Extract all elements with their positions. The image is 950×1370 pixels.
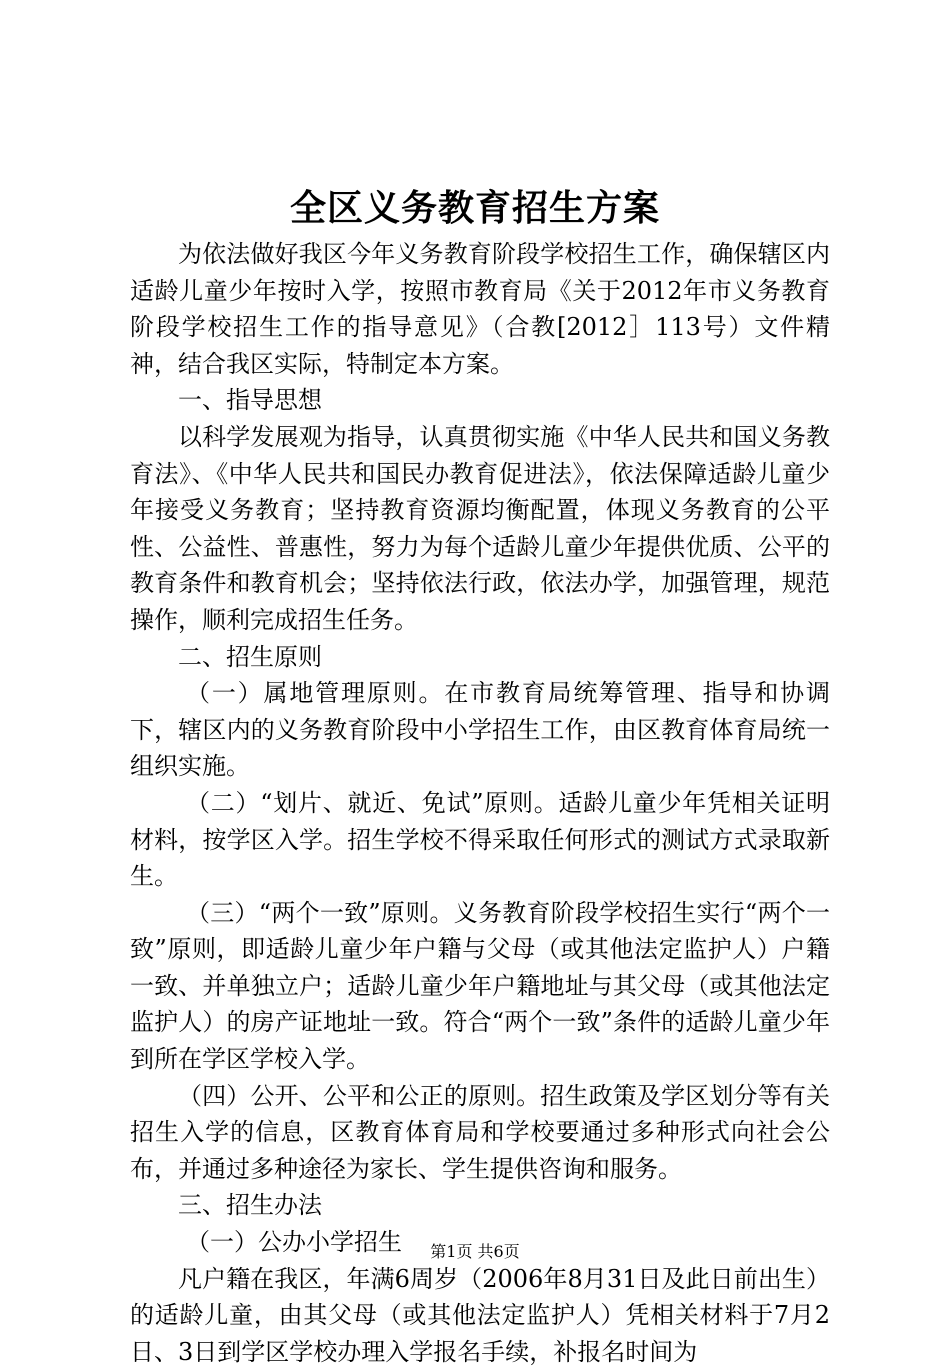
paragraph-public-primary: 凡户籍在我区，年满6周岁（2006年8月31日及此日前出生）的适龄儿童，由其父母（或其他法定监护人）凭相关材料于7月2日、3日到学区学校办理入学报名手续，补报名时间为: [130, 1264, 830, 1366]
subsection-heading-public-primary: （一）公办小学招生: [186, 1228, 402, 1257]
document-title: 全区义务教育招生方案: [289, 188, 660, 229]
page-footer: 第1页 共6页: [430, 1242, 520, 1261]
document-body: [130, 236, 830, 1370]
paragraph-principle-4: （四）公开、公平和公正的原则。招生政策及学区划分等有关招生入学的信息，区教育体育局和学校要通过多种形式向社会公布，并通过多种途径为家长、学生提供咨询和服务。: [130, 1081, 830, 1183]
section-heading-3: 三、招生办法: [178, 1191, 322, 1220]
section-heading-1: 一、指导思想: [178, 386, 322, 415]
paragraph-intro: 为依法做好我区今年义务教育阶段学校招生工作，确保辖区内适龄儿童少年按时入学，按照市教育局《关于2012年市义务教育阶段学校招生工作的指导意见》（合教[2012］113号）文件精神，结合我区实际，特制定本方案。: [130, 240, 830, 378]
paragraph-principle-2: （二）“划片、就近、免试”原则。适龄儿童少年凭相关证明材料，按学区入学。招生学校不得采取任何形式的测试方式录取新生。: [130, 788, 830, 891]
section-heading-2: 二、招生原则: [178, 642, 322, 671]
paragraph-principle-3: （三）“两个一致”原则。义务教育阶段学校招生实行“两个一致”原则，即适龄儿童少年户籍与父母（或其他法定监护人）户籍一致、并单独立户；适龄儿童少年户籍地址与其父母（或其他法定监护人）的房产证地址一致。符合“两个一致”条件的适龄儿童少年到所在学区学校入学。: [130, 898, 830, 1074]
paragraph-principle-1: （一）属地管理原则。在市教育局统筹管理、指导和协调下，辖区内的义务教育阶段中小学招生工作，由区教育体育局统一组织实施。: [130, 679, 830, 781]
paragraph-guiding-thought: 以科学发展观为指导，认真贯彻实施《中华人民共和国义务教育法》、《中华人民共和国民办教育促进法》，依法保障适龄儿童少年接受义务教育；坚持教育资源均衡配置，体现义务教育的公平性、公益性、普惠性，努力为每个适龄儿童少年提供优质、公平的教育条件和教育机会；坚持依法行政，依法办学，加强管理，规范操作，顺利完成招生任务。: [130, 422, 830, 634]
